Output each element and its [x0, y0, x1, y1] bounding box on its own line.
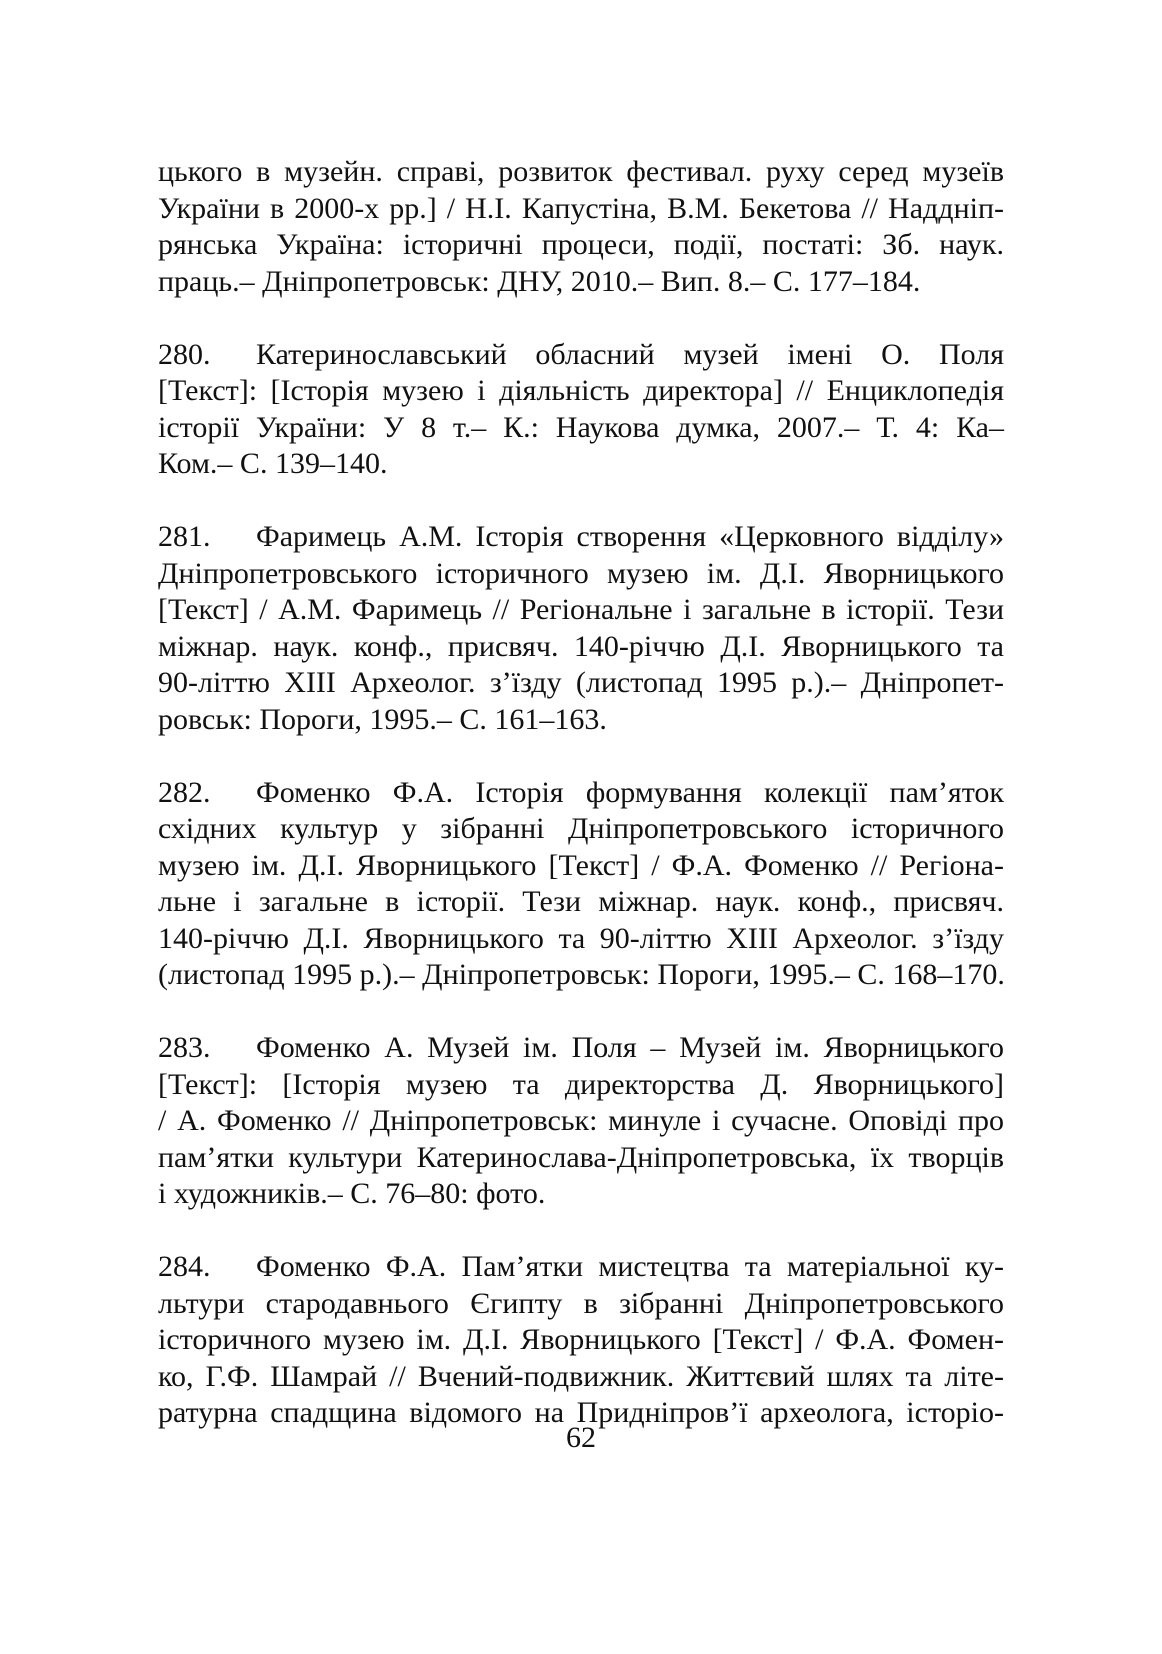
entry-number: 284.: [158, 1250, 211, 1283]
bibliography-entry: [158, 154, 1004, 300]
entry-line: музею ім. Д.І. Яворницького [Текст] / Ф.А. Фоменко // Регіона-: [158, 848, 1004, 882]
bibliography-entry: [158, 337, 1004, 483]
bibliography-entry: [158, 1030, 1004, 1213]
entry-number: 282.: [158, 775, 211, 809]
entry-first-line: [158, 337, 1004, 374]
entry-line: Фоменко А. Музей ім. Поля – Музей ім. Яворницького: [256, 1031, 1004, 1064]
entry-line: України в 2000-х рр.] / Н.І. Капустіна, В.М. Бекетова // Наддніп-: [158, 191, 1004, 225]
bibliography-entry: [158, 1249, 1004, 1432]
entry-number: 280.: [158, 337, 211, 371]
entry-line: льне і загальне в історії. Тези міжнар. наук. конф., присвяч.: [158, 885, 1004, 918]
entry-line: 90-літтю ХІІІ Археолог. з’їзду (листопад 1995 р.).– Дніпропет-: [158, 666, 1004, 699]
entry-line: історичного музею ім. Д.І. Яворницького [Текст] / Ф.А. Фомен-: [158, 1323, 1004, 1356]
entry-line: пам’ятки культури Катеринослава-Дніпропетровська, їх творців: [158, 1140, 1004, 1174]
entry-line: [Текст]: [Історія музею та директорства Д. Яворницького]: [158, 1067, 1004, 1101]
entry-line: Ком.– С. 139–140.: [158, 447, 388, 480]
entry-line: міжнар. наук. конф., присвяч. 140-річчю Д.І. Яворницького та: [158, 629, 1004, 663]
entry-line: Дніпропетровського історичного музею ім. Д.І. Яворницького: [158, 556, 1004, 590]
entry-line: 140-річчю Д.І. Яворницького та 90-літтю ХІІІ Археолог. з’їзду: [158, 921, 1004, 955]
entry-line: ровськ: Пороги, 1995.– С. 161–163.: [158, 702, 607, 736]
entry-line: [Текст]: [Історія музею і діяльність директора] // Енциклопедія: [158, 374, 1004, 407]
entry-line: цького в музейн. справі, розвиток фестивал. руху серед музеїв: [158, 155, 1004, 188]
entry-line: і художників.– С. 76–80: фото.: [158, 1177, 546, 1210]
entry-line: східних культур у зібранні Дніпропетровського історичного: [158, 812, 1004, 845]
bibliography-entry: [158, 775, 1004, 994]
entry-line: [Текст] / А.М. Фаримець // Регіональне і загальне в історії. Тези: [158, 593, 1004, 626]
entry-line: історії України: У 8 т.– К.: Наукова думка, 2007.– Т. 4: Ка–: [158, 410, 1004, 444]
entry-line: льтури стародавнього Єгипту в зібранні Дніпропетровського: [158, 1286, 1004, 1320]
entry-line: рянська Україна: історичні процеси, події, постаті: Зб. наук.: [158, 228, 1004, 261]
entry-number: 281.: [158, 520, 211, 553]
entry-line: Фоменко Ф.А. Історія формування колекції пам’яток: [256, 775, 1004, 809]
page-number: 62: [566, 1421, 596, 1454]
entry-number: 283.: [158, 1031, 211, 1064]
entry-first-line: [158, 1030, 1004, 1067]
entry-line: / А. Фоменко // Дніпропетровськ: минуле і сучасне. Оповіді про: [158, 1104, 1004, 1137]
entry-first-line: [158, 519, 1004, 556]
entry-line: ратурна спадщина відомого на Придніпров’ї археолога, історіо-: [158, 1396, 1004, 1429]
entry-first-line: [158, 1249, 1004, 1286]
bibliography-list: [158, 154, 1004, 1468]
entry-line: Фоменко Ф.А. Пам’ятки мистецтва та матеріальної ку-: [256, 1250, 1004, 1283]
entry-first-line: [158, 775, 1004, 812]
entry-line: Катеринославський обласний музей імені О. Поля: [256, 337, 1004, 371]
bibliography-entry: [158, 519, 1004, 738]
entry-line: Фаримець А.М. Історія створення «Церковного відділу»: [256, 520, 1004, 553]
entry-line: (листопад 1995 р.).– Дніпропетровськ: Пороги, 1995.– С. 168–170.: [158, 958, 1005, 991]
entry-line: ко, Г.Ф. Шамрай // Вчений-подвижник. Життєвий шлях та літе-: [158, 1359, 1004, 1393]
entry-line: праць.– Дніпропетровськ: ДНУ, 2010.– Вип. 8.– С. 177–184.: [158, 264, 921, 298]
